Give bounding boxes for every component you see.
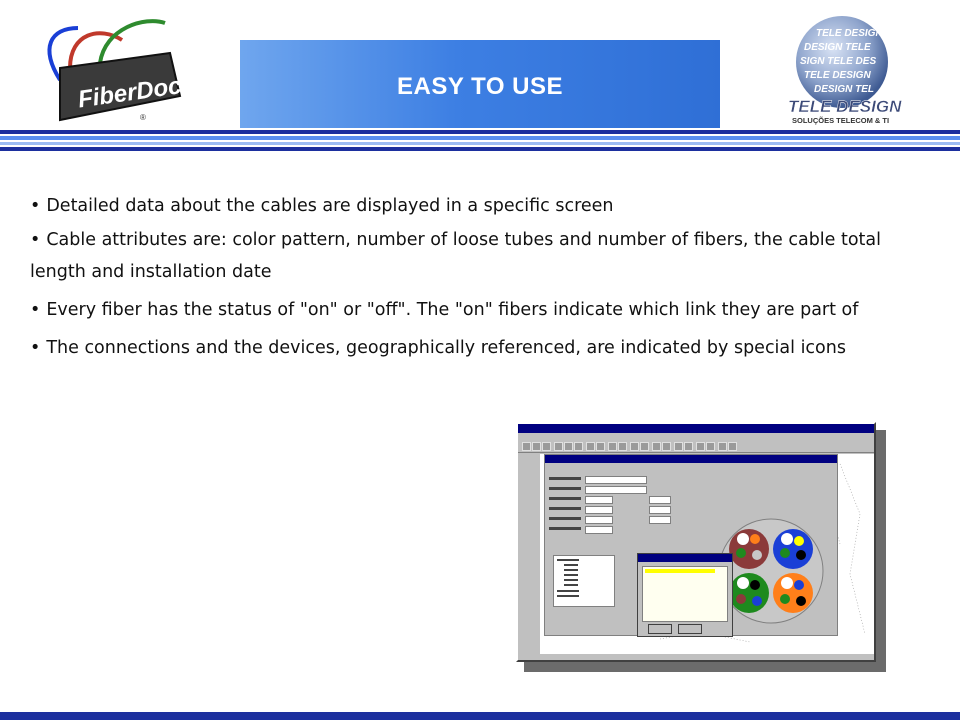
footer-divider bbox=[0, 712, 960, 720]
fiber-cable-register-dialog bbox=[544, 454, 838, 636]
bullet-text: Cable attributes are: color pattern, number of loose tubes and number of fibers, the cable total length and installation date bbox=[30, 230, 882, 282]
loose-tube bbox=[729, 529, 769, 569]
bullet-marker: • bbox=[30, 196, 41, 216]
svg-text:DESIGN TEL: DESIGN TEL bbox=[814, 84, 875, 95]
app-window bbox=[516, 422, 876, 662]
bullet-item bbox=[30, 294, 940, 326]
bullet-item bbox=[30, 190, 940, 222]
bullet-item bbox=[30, 332, 940, 364]
loose-tube bbox=[729, 573, 769, 613]
svg-text:DESIGN TELE: DESIGN TELE bbox=[804, 42, 871, 53]
page-title: EASY TO USE bbox=[397, 73, 563, 100]
tele-design-logo bbox=[780, 10, 920, 128]
registered-mark: ® bbox=[140, 113, 146, 122]
header-divider bbox=[0, 130, 960, 152]
tube-tree bbox=[553, 555, 615, 607]
fiberdoc-logo-text: FiberDoc bbox=[76, 72, 184, 114]
bullet-marker: • bbox=[30, 300, 41, 320]
tele-design-logo-text: TELE DESIGN bbox=[788, 97, 902, 116]
tele-design-subtitle: SOLUÇÕES TELECOM & TI bbox=[792, 116, 890, 125]
fiberdoc-logo bbox=[30, 8, 200, 128]
ok-button[interactable] bbox=[648, 624, 672, 634]
bullet-marker: • bbox=[30, 230, 41, 250]
svg-text:TELE DESIGN: TELE DESIGN bbox=[816, 28, 883, 39]
title-banner bbox=[240, 40, 720, 128]
application-screenshot bbox=[516, 422, 884, 668]
fibers-links-dialog bbox=[637, 553, 733, 637]
svg-text:SIGN TELE DES: SIGN TELE DES bbox=[800, 56, 877, 67]
bullet-text: Detailed data about the cables are displayed in a specific screen bbox=[46, 196, 614, 216]
bullet-list bbox=[30, 190, 940, 370]
bullet-text: The connections and the devices, geographically referenced, are indicated by special icons bbox=[46, 338, 846, 358]
cancel-button[interactable] bbox=[678, 624, 702, 634]
bullet-text: Every fiber has the status of "on" or "off". The "on" fibers indicate which link they are part of bbox=[46, 300, 859, 320]
svg-text:TELE DESIGN: TELE DESIGN bbox=[804, 70, 871, 81]
loose-tube bbox=[773, 573, 813, 613]
app-titlebar bbox=[518, 424, 874, 433]
bullet-item bbox=[30, 224, 940, 288]
app-menubar bbox=[518, 433, 874, 440]
bullet-marker: • bbox=[30, 338, 41, 358]
loose-tube bbox=[773, 529, 813, 569]
app-toolbar bbox=[518, 440, 874, 453]
